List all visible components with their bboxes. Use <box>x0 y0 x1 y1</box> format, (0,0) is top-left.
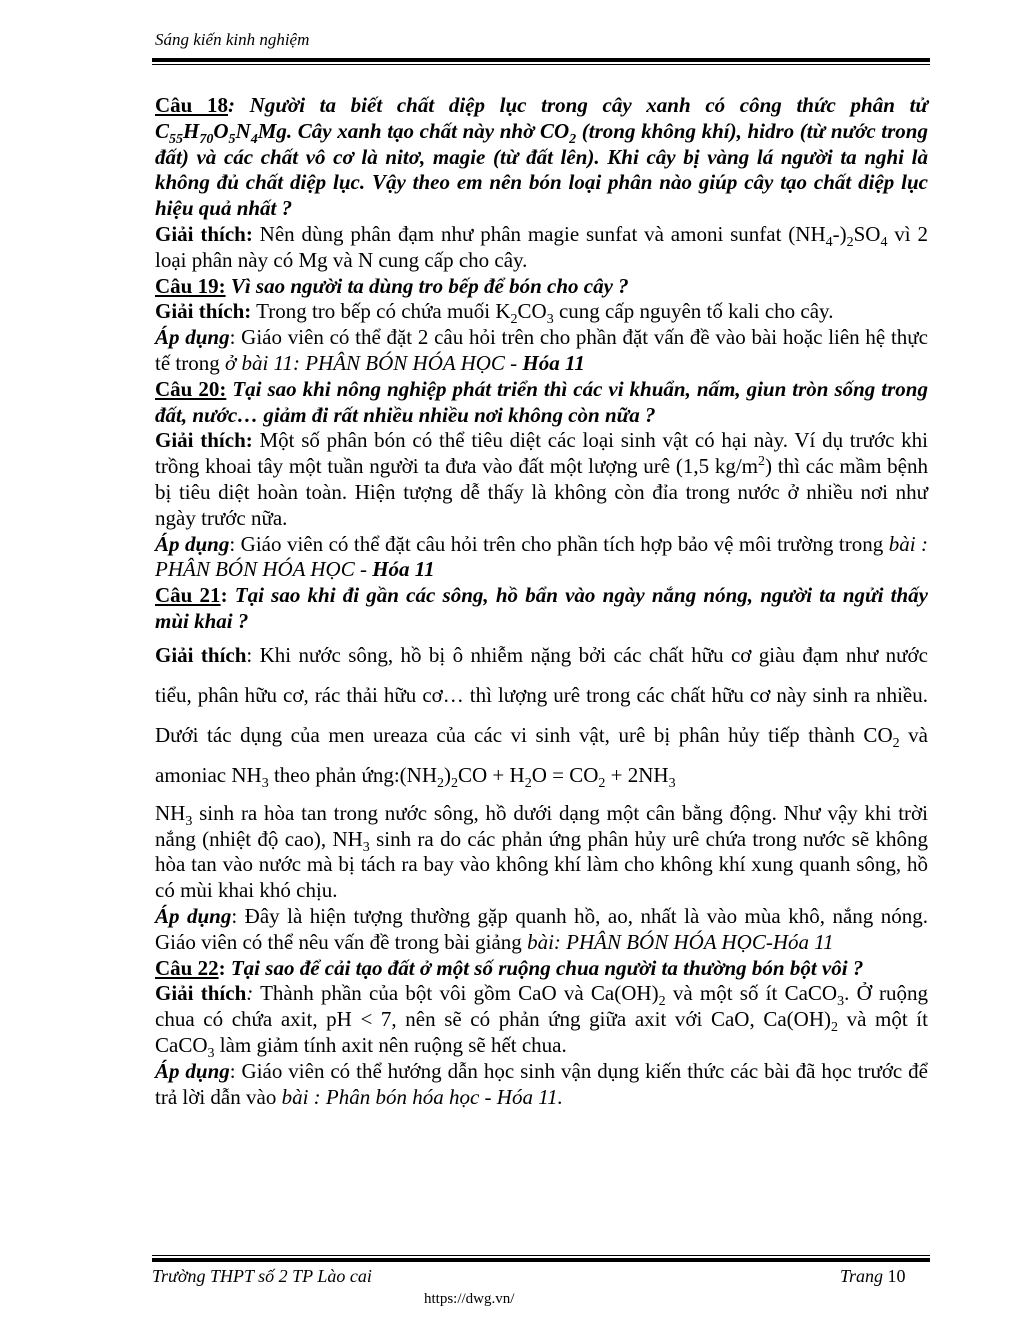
application-21: Áp dụng: Đây là hiện tượng thường gặp quanh hồ, ao, nhất là vào mùa khô, nắng nóng. Giáo viên có thể nêu vấn đề trong bài giảng bài: PHÂN BÓN HÓA HỌC-Hóa 11 <box>155 903 928 954</box>
page-body <box>155 93 928 1110</box>
footer-rule-thick <box>152 1258 930 1262</box>
explanation-21: Giải thích: Khi nước sông, hồ bị ô nhiễm nặng bởi các chất hữu cơ giàu đạm như nước tiểu, phân hữu cơ, rác thải hữu cơ… thì lượng urê trong các chất hữu cơ này sinh ra nhiều. Dưới tác dụng của men ureaza của các vi sinh vật, urê bị phân hủy tiếp thành $CO_2$ và amoniac $NH_3$ theo phản $ứng:(NH_2)_2CO + H_2O = CO_2 + 2NH_3$ <box>155 642 928 791</box>
question-19: Câu 19: Vì sao người ta dùng tro bếp để bón cho cây ? <box>155 273 629 298</box>
footer-url[interactable]: https://dwg.vn/ <box>424 1291 515 1307</box>
page-header-title: Sáng kiến kinh nghiệm <box>155 30 310 49</box>
question-18-label: Câu 18 <box>155 93 229 117</box>
explanation-label: Giải thích: <box>155 221 253 246</box>
explanation-19: Giải thích: Trong tro bếp có chứa muối $K_2CO_3$ cung cấp nguyên tố kali cho cây. <box>155 299 834 328</box>
explanation-21-continued: $NH_3$ sinh ra hòa tan trong nước sông, hồ dưới dạng một cân bằng động. Như vậy khi trời nắng (nhiệt độ cao), $NH_3$ sinh ra do các phản ứng phân hủy urê chứa trong nước sẽ không hòa tan vào nước mà bị tách ra bay vào không khí làm cho không khí xung quanh sông, hồ có mùi khai khó chịu. <box>155 800 928 903</box>
footer-page-number <box>840 1266 906 1287</box>
application-label: Áp dụng <box>155 1058 230 1083</box>
explanation-label: Giải thích: <box>155 299 252 324</box>
header-rule-thin <box>152 64 930 65</box>
question-18: Câu 18: Người ta biết chất diệp lục trong cây xanh có công thức phân tử $C_{55}H_{70}O_5N_4Mg$. Cây xanh tạo chất này nhờ $CO_2$ (trong không khí), hidro (từ nước trong đất) và các chất vô cơ là nitơ, magie (từ đất lên). Khi cây bị vàng lá người ta nghi là không đủ chất diệp lục. Vậy theo em nên bón loại phân nào giúp cây tạo chất diệp lục hiệu quả nhất ? <box>155 93 928 221</box>
question-21-label: Câu 21 <box>155 583 221 608</box>
application-label: Áp dụng <box>155 903 232 928</box>
explanation-label: Giải thích <box>155 642 247 667</box>
application-label: Áp dụng <box>155 531 230 556</box>
explanation-label: Giải thích: <box>155 428 253 453</box>
question-21: Câu 21: Tại sao khi đi gần các sông, hồ bẩn vào ngày nắng nóng, người ta ngửi thấy mùi khai ? <box>155 583 928 633</box>
application-19: Áp dụng: Giáo viên có thể đặt 2 câu hỏi trên cho phần đặt vấn đề vào bài hoặc liên hệ thực tế trong ở bài 11: PHÂN BÓN HÓA HỌC - Hóa 11 <box>155 325 928 375</box>
question-19-label: Câu 19: <box>155 273 226 298</box>
question-22-label: Câu 22 <box>155 955 219 980</box>
header-rule-thick <box>152 58 930 62</box>
footer-school-name: Trường THPT số 2 TP Lào cai <box>152 1266 372 1286</box>
application-label: Áp dụng <box>155 325 230 350</box>
explanation-20: Giải thích: Một số phân bón có thể tiêu diệt các loại sinh vật có hại này. Ví dụ trước khi trồng khoai tây một tuần người ta đưa vào đất một lượng urê (1,5 $kg/m^2$) thì các mầm bệnh bị tiêu diệt hoàn toàn. Hiện tượng dễ thấy là không còn đỉa trong nước ở nhiều nơi như ngày trước nữa. <box>155 428 929 530</box>
application-20: Áp dụng: Giáo viên có thể đặt câu hỏi trên cho phần tích hợp bảo vệ môi trường trong bài : PHÂN BÓN HÓA HỌC - Hóa 11 <box>155 531 928 582</box>
question-20-label: Câu 20: <box>155 376 227 401</box>
question-20: Câu 20: Tại sao khi nông nghiệp phát triển thì các vi khuẩn, nấm, giun tròn sống trong đất, nước… giảm đi rất nhiều nhiều nơi không còn nữa ? <box>155 376 928 427</box>
question-22: Câu 22: Tại sao để cải tạo đất ở một số ruộng chua người ta thường bón bột vôi ? <box>155 955 864 980</box>
footer-page-num: 10 <box>883 1266 906 1286</box>
footer-rule-thin <box>152 1255 930 1256</box>
explanation-22: Giải thích: Thành phần của bột vôi gồm CaO và $Ca(OH)_2$ và một số ít CaCO$_3$. Ở ruộng chua có chứa axit, pH < 7, nên sẽ có phản ứng giữa axit với CaO, $Ca(OH)_2$ và một ít CaCO$_3$ làm giảm tính axit nên ruộng sẽ hết chua. <box>155 981 928 1062</box>
application-22: Áp dụng: Giáo viên có thể hướng dẫn học sinh vận dụng kiến thức các bài đã học trước để trả lời dẫn vào bài : Phân bón hóa học - Hóa 11. <box>155 1058 928 1109</box>
explanation-18: Giải thích: Nên dùng phân đạm như phân magie sunfat và amoni sunfat $(NH_4-)_2SO_4$ vì 2 loại phân này có Mg và N cung cấp cho cây. <box>155 221 928 272</box>
explanation-label: Giải thích <box>155 981 247 1006</box>
footer-page-word: Trang <box>840 1266 884 1286</box>
